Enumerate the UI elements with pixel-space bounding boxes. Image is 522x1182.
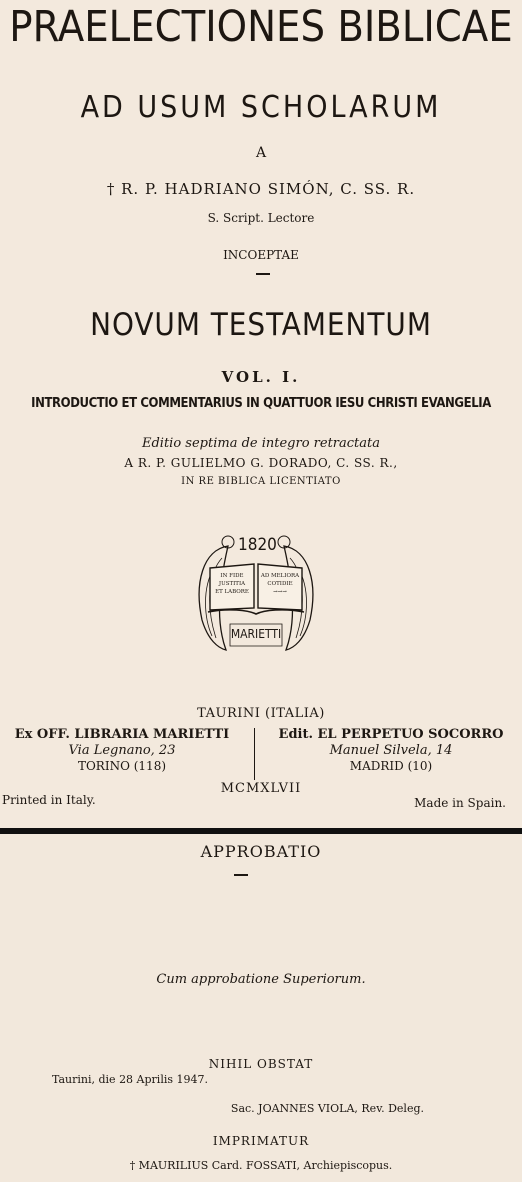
approval-dash (234, 874, 248, 876)
volume-number: VOL. I. (221, 368, 301, 386)
approval-heading: APPROBATIO (200, 842, 322, 861)
printed-in: Printed in Italy. (2, 793, 96, 807)
publisher-right (260, 727, 522, 773)
approbation-line: Cum approbatione Superiorum. (156, 972, 366, 987)
divider-dash (256, 273, 270, 275)
emblem-name: MARIETTI (230, 627, 282, 641)
main-title: PRAELECTIONES BIBLICAE (9, 2, 513, 52)
approval-page (0, 834, 522, 1182)
made-in: Made in Spain. (414, 796, 506, 810)
imprimatur: IMPRIMATUR (212, 1134, 310, 1148)
author-name: † R. P. HADRIANO SIMÓN, C. SS. R. (106, 180, 416, 198)
volume-subject: INTRODUCTIO ET COMMENTARIUS IN QUATTUOR IESU CHRISTI EVANGELIA (31, 396, 491, 411)
section-title: NOVUM TESTAMENTUM (90, 307, 432, 343)
publication-year: MCMXLVII (220, 781, 302, 796)
a-word: A (255, 145, 267, 161)
publisher-divider (254, 728, 255, 780)
nihil-obstat: NIHIL OBSTAT (208, 1057, 314, 1071)
censor-line: Sac. JOANNES VIOLA, Rev. Deleg. (230, 1102, 424, 1115)
publisher-left-name: Ex OFF. LIBRARIA MARIETTI (14, 727, 230, 742)
archbishop-line: † MAURILIUS Card. FOSSATI, Archiepiscopus. (129, 1159, 393, 1172)
publisher-left-street: Via Legnano, 23 (68, 743, 176, 758)
approval-date: Taurini, die 28 Aprilis 1947. (52, 1073, 208, 1086)
incoeptae: INCOEPTAE (223, 248, 299, 262)
subtitle: AD USUM SCHOLARUM (80, 90, 442, 125)
reviser: A R. P. GULIELMO G. DORADO, C. SS. R., (124, 456, 398, 470)
publisher-left-city: TORINO (118) (77, 759, 167, 773)
place-line: TAURINI (ITALIA) (197, 706, 325, 721)
publisher-left (0, 727, 244, 773)
publisher-right-name: Edit. EL PERPETUO SOCORRO (278, 727, 504, 742)
emblem-right-motto: AD MELIORA COTIDIE →→→ (260, 573, 300, 595)
publisher-right-city: MADRID (10) (349, 759, 433, 773)
author-role: S. Script. Lectore (207, 211, 315, 225)
publisher-right-street: Manuel Silvela, 14 (329, 743, 453, 758)
reviser-role: IN RE BIBLICA LICENTIATO (181, 476, 341, 487)
edition-note: Editio septima de integro retractata (141, 436, 380, 451)
marietti-emblem (188, 528, 324, 668)
emblem-left-motto: IN FIDE JUSTITIA ET LABORE (215, 573, 249, 595)
emblem-year: 1820 (238, 535, 277, 555)
